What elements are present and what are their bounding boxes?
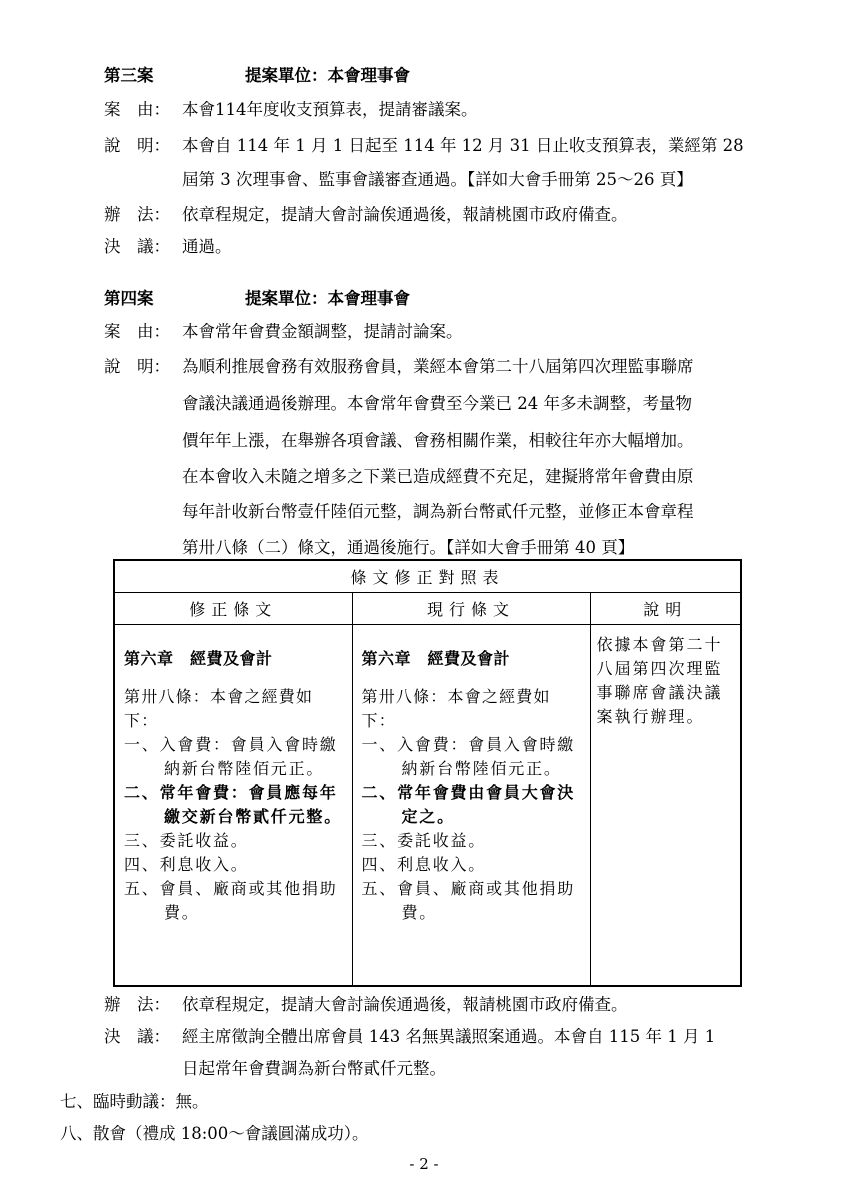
- case4-reason-label: 案 由：: [104, 322, 170, 341]
- case3-method: 依章程規定，提請大會討論俟通過後，報請桃園市政府備查。: [182, 205, 628, 224]
- case3-header: 第三案: [104, 66, 154, 85]
- current-chapter: 第六章 經費及會計: [361, 649, 511, 668]
- revised-item: 四、利息收入。: [124, 855, 249, 874]
- case4-explain-line: 會議決議通過後辦理。本會常年會費至今業已 24 年多未調整，考量物: [182, 394, 692, 413]
- revised-chapter: 第六章 經費及會計: [124, 649, 273, 668]
- case3-explain-line: 屆第 3 次理事會、監事會議審查通過。【詳如大會手冊第 25～26 頁】: [182, 170, 693, 189]
- case3-resolution-label: 決 議：: [104, 237, 170, 256]
- case3-unit: 提案單位：本會理事會: [245, 66, 410, 85]
- current-article: 第卅八條：本會之經費如下：: [361, 687, 551, 730]
- case3-reason: 本會114年度收支預算表，提請審議案。: [182, 100, 478, 119]
- revised-item: 三、委託收益。: [124, 831, 249, 850]
- header-current: 現行條文: [352, 593, 590, 625]
- case3-explain-label: 說 明：: [104, 136, 170, 155]
- case4-method-label: 辦 法：: [104, 995, 170, 1014]
- table-title: 條文修正對照表: [114, 560, 741, 593]
- case4-resolution-line: 經主席徵詢全體出席會員 143 名無異議照案通過。本會自 115 年 1 月 1: [182, 1027, 716, 1046]
- current-item: 四、利息收入。: [361, 855, 487, 874]
- case4-explain-line: 第卅八條（二）條文，通過後施行。【詳如大會手冊第 40 頁】: [182, 538, 635, 557]
- current-item: 一、入會費：會員入會時繳納新台幣陸佰元正。: [361, 735, 576, 778]
- page-number: - 2 -: [409, 1155, 439, 1173]
- case4-header: 第四案: [104, 289, 154, 308]
- header-revised: 修正條文: [114, 593, 352, 625]
- revised-item: 五、會員、廠商或其他捐助費。: [124, 879, 338, 922]
- revised-column: [114, 625, 352, 987]
- case4-resolution-line: 日起常年會費調為新台幣貳仟元整。: [182, 1059, 446, 1078]
- note-text: 依據本會第二十八屆第四次理監事聯席會議決議案執行辦理。: [596, 635, 723, 726]
- section-8: 八、散會（禮成 18:00～會議圓滿成功）。: [60, 1124, 369, 1143]
- current-column: [352, 625, 590, 987]
- case3-reason-label: 案 由：: [104, 100, 170, 119]
- case4-explain-line: 價年年上漲，在舉辦各項會議、會務相關作業，相較往年亦大幅增加。: [182, 431, 694, 450]
- case4-explain-line: 每年計收新台幣壹仟陸佰元整，調為新台幣貳仟元整，並修正本會章程: [182, 502, 694, 521]
- note-column: [590, 625, 741, 987]
- case3-resolution: 通過。: [182, 237, 232, 256]
- case4-resolution-label: 決 議：: [104, 1027, 170, 1046]
- case4-explain-line: 為順利推展會務有效服務會員，業經本會第二十八屆第四次理監事聯席: [182, 357, 694, 376]
- section-7: 七、臨時動議：無。: [60, 1092, 209, 1111]
- revised-item: 一、入會費：會員入會時繳納新台幣陸佰元正。: [124, 735, 338, 778]
- current-item: 三、委託收益。: [361, 831, 487, 850]
- comparison-table: [113, 559, 742, 987]
- case4-method: 依章程規定，提請大會討論俟通過後，報請桃園市政府備查。: [182, 995, 628, 1014]
- revised-article: 第卅八條：本會之經費如下：: [124, 687, 314, 730]
- case4-reason: 本會常年會費金額調整，提請討論案。: [182, 322, 463, 341]
- current-item: 五、會員、廠商或其他捐助費。: [361, 879, 576, 922]
- case3-method-label: 辦 法：: [104, 205, 170, 224]
- current-item-highlight: 二、常年會費由會員大會決定之。: [361, 783, 576, 826]
- case4-explain-line: 在本會收入未隨之增多之下業已造成經費不充足，建擬將常年會費由原: [182, 467, 694, 486]
- revised-item-highlight: 二、常年會費：會員應每年繳交新台幣貳仟元整。: [124, 783, 343, 826]
- case4-unit: 提案單位：本會理事會: [245, 289, 410, 308]
- header-note: 說明: [590, 593, 741, 625]
- case4-explain-label: 說 明：: [104, 357, 170, 376]
- case3-explain-line: 本會自 114 年 1 月 1 日起至 114 年 12 月 31 日止收支預算表，業經第 28: [182, 136, 744, 155]
